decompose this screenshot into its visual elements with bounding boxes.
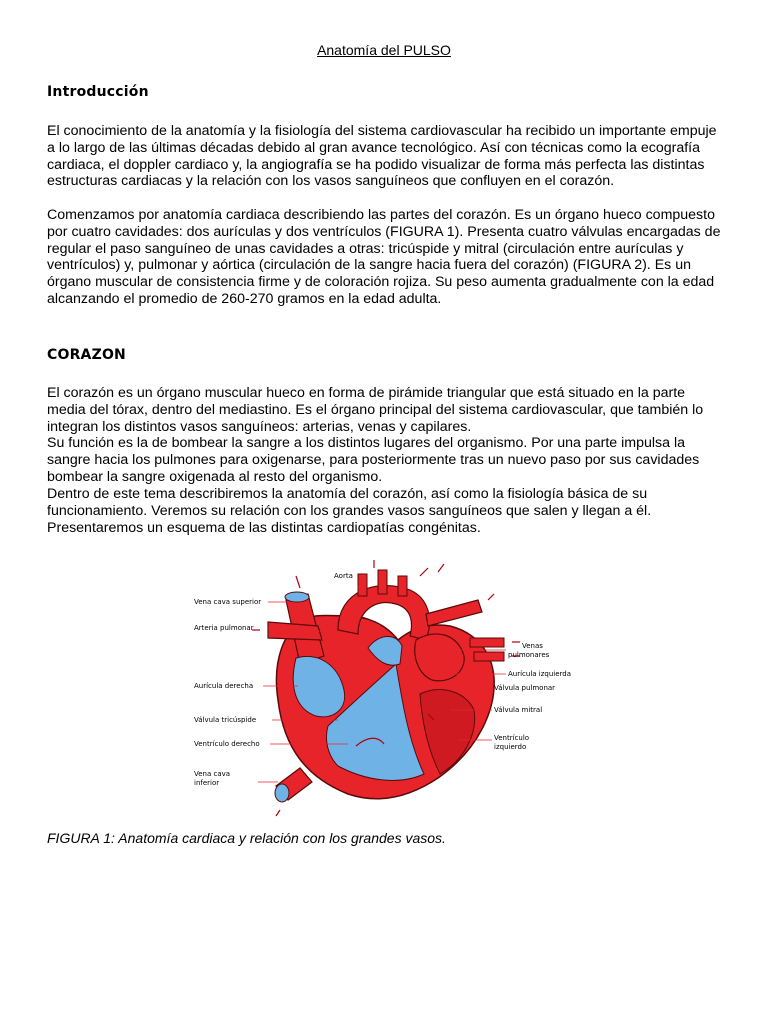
- label-ventriculo-izquierdo-line2: izquierdo: [494, 743, 527, 751]
- corazon-paragraph-3: Dentro de este tema describiremos la anatomía del corazón, así como la fisiología básica de su funcionamiento. Veremos su relación con los grandes vasos sanguíneos que salen y llegan a él. Presentaremos un esquema de las distintas cardiopatías congénitas.: [47, 486, 652, 536]
- label-vena-cava-inferior-line1: Vena cava: [194, 770, 231, 778]
- label-vena-cava-inferior-line2: inferior: [194, 779, 220, 787]
- pulmonary-branch-right: [426, 600, 482, 626]
- corazon-paragraph-1: El corazón es un órgano muscular hueco en forma de pirámide triangular que está situado en la parte media del tórax, dentro del mediastino. Es el órgano principal del sistema cardiovascular, que también lo integran los distintos vasos sanguíneos: arterias, venas y capilares.: [47, 385, 704, 435]
- document-title: Anatomía del PULSO: [317, 42, 451, 58]
- aorta-branch-3: [398, 576, 407, 596]
- section-heading-introduccion: Introducción: [47, 84, 149, 100]
- label-auricula-derecha: Aurícula derecha: [194, 682, 254, 690]
- venas-pulmonares-1: [470, 638, 504, 647]
- intro-paragraph-2: Comenzamos por anatomía cardiaca describiendo las partes del corazón. Es un órgano hueco compuesto por cuatro cavidades: dos aurículas y dos ventrículos (FIGURA 1). Presenta cuatro válvulas encargadas de regular el paso sanguíneo de unas cavidades a otras: tricúspide y mitral (circulación entre aurículas y ventrículos) y, pulmonar y aórtica (circulación de la sangre hacia fuera del corazón) (FIGURA 2). Es un órgano muscular de consistencia firme y de coloración rojiza. Su peso aumenta gradualmente con la edad alcanzando el promedio de 260-270 gramos en la edad adulta.: [47, 207, 721, 307]
- label-valvula-pulmonar: Válvula pulmonar: [494, 684, 556, 692]
- label-valvula-tricuspide: Válvula tricúspide: [194, 716, 257, 724]
- corazon-paragraph-2: Su función es la de bombear la sangre a los distintos lugares del organismo. Por una parte impulsa la sangre hacia los pulmones para oxigenarse, para posteriormente tras un nuevo paso por sus cavidades bombear la sangre oxigenada al resto del organismo.: [47, 435, 700, 485]
- section-heading-corazon: CORAZON: [47, 347, 126, 363]
- vena-cava-inferior-opening: [275, 784, 289, 802]
- label-vena-cava-superior: Vena cava superior: [194, 598, 262, 606]
- vena-cava-superior-opening: [285, 592, 309, 602]
- label-venas-pulmonares-line2: pulmonares: [508, 651, 550, 659]
- intro-paragraph-1: El conocimiento de la anatomía y la fisiología del sistema cardiovascular ha recibido un importante empuje a lo largo de las últimas décadas debido al gran avance tecnológico. Así con técnicas como la ecografía cardiaca, el doppler cardiaco y, la angiografía se ha podido visualizar de forma más perfecta las distintas estructuras cardiacas y la relación con los vasos sanguíneos que confluyen en el corazón.: [47, 123, 717, 190]
- heart-diagram: [188, 560, 580, 818]
- label-auricula-izquierda: Aurícula izquierda: [508, 670, 572, 678]
- label-venas-pulmonares-line1: Venas: [522, 642, 543, 650]
- heart-anatomy-figure: [188, 560, 580, 818]
- label-arteria-pulmonar: Arteria pulmonar: [194, 624, 254, 632]
- label-valvula-mitral: Válvula mitral: [494, 706, 543, 714]
- venas-pulmonares-2: [474, 652, 504, 661]
- label-ventriculo-derecho: Ventrículo derecho: [194, 740, 260, 748]
- figure-caption: FIGURA 1: Anatomía cardiaca y relación con los grandes vasos.: [47, 830, 446, 846]
- aorta-branch-2: [378, 570, 387, 594]
- label-aorta: Aorta: [334, 572, 353, 580]
- label-ventriculo-izquierdo-line1: Ventrículo: [494, 734, 530, 742]
